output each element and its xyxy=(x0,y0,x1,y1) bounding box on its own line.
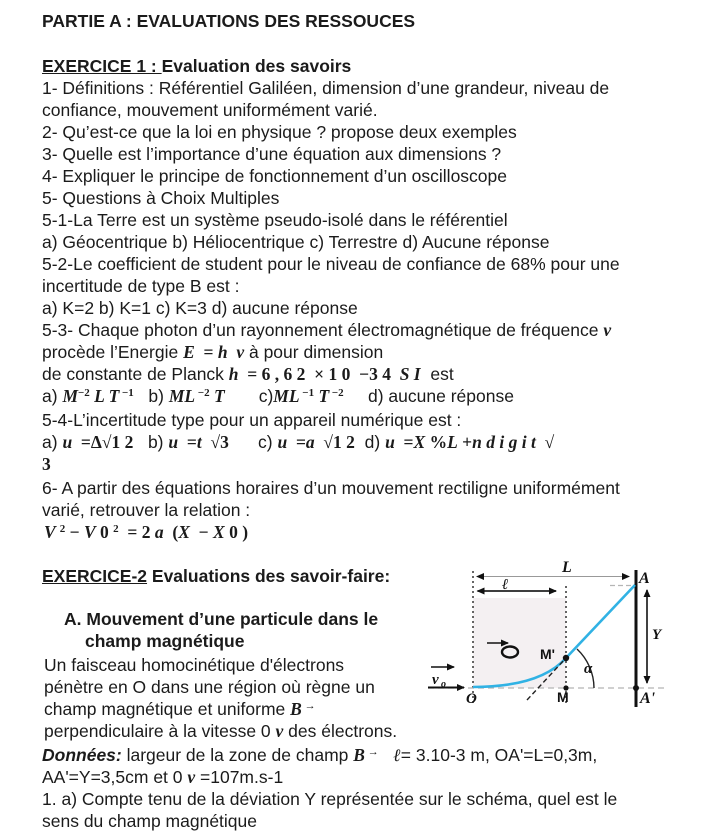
text-line xyxy=(42,165,720,187)
text-segment: − xyxy=(65,522,84,542)
text-segment: S I xyxy=(399,364,421,384)
text-line xyxy=(42,385,720,407)
text-segment: u xyxy=(62,432,73,452)
text-segment: des électrons. xyxy=(283,721,398,741)
O-label: O xyxy=(466,691,477,707)
text-segment: √3 xyxy=(201,432,229,452)
text-segment: X xyxy=(213,522,225,542)
Y-label: Y xyxy=(652,627,662,643)
text-segment: M xyxy=(62,386,78,406)
text-segment: u xyxy=(168,432,179,452)
physics-diagram xyxy=(424,552,720,716)
text-segment: a xyxy=(305,432,315,452)
text-segment: perpendiculaire à la vitesse 0 xyxy=(44,721,276,741)
text-segment: = xyxy=(194,342,218,362)
text-segment: X xyxy=(178,522,190,542)
text-segment: → xyxy=(364,746,379,758)
text-segment: = xyxy=(394,432,414,452)
text-segment: 1- Définitions : Référentiel Galiléen, dimension d’une grandeur, niveau de xyxy=(42,78,610,98)
text-line xyxy=(42,297,720,319)
A-label: A xyxy=(639,570,650,587)
text-segment: = 6 , 6 2 × 1 0 −3 4 xyxy=(238,364,400,384)
text-segment: L xyxy=(447,432,458,452)
text-segment: varié, retrouver la relation : xyxy=(42,500,251,520)
text-segment: à pour dimension xyxy=(244,342,384,362)
text-line xyxy=(42,453,720,475)
text-segment: T xyxy=(209,386,225,406)
text-segment: c) xyxy=(224,386,274,406)
text-segment: n d i g i t xyxy=(472,432,536,452)
text-line xyxy=(42,499,720,521)
A-prime-point xyxy=(633,685,639,691)
text-segment: ( xyxy=(163,522,179,542)
text-segment: 1. a) Compte tenu de la déviation Y représentée sur le schéma, quel est le xyxy=(42,789,618,809)
text-segment: procède l’Energie xyxy=(42,342,184,362)
text-segment: Données: xyxy=(42,745,122,765)
text-segment: −2 xyxy=(329,387,344,399)
text-segment: ML xyxy=(273,386,300,406)
text-segment: =Δ√1 2 xyxy=(72,432,134,452)
text-segment: 5-2-Le coefficient de student pour le niveau de confiance de 68% pour une xyxy=(42,254,620,274)
text-segment: −2 xyxy=(195,387,210,399)
text-segment: Evaluations des savoir-faire: xyxy=(147,566,391,586)
text-segment: a) xyxy=(42,386,63,406)
text-segment: a) xyxy=(42,432,63,452)
text-segment: 4- Expliquer le principe de fonctionnement d’un oscilloscope xyxy=(42,166,507,186)
text-segment: EXERCICE 1 : xyxy=(42,56,162,76)
text-segment: d) aucune réponse xyxy=(343,386,514,406)
text-line xyxy=(42,720,720,742)
text-line xyxy=(42,209,720,231)
text-segment: B xyxy=(290,699,302,719)
text-segment: 5-3- Chaque photon d’un rayonnement électromagnétique de fréquence xyxy=(42,320,604,340)
text-segment: 0 xyxy=(95,522,114,542)
text-line xyxy=(42,477,720,499)
text-line xyxy=(42,521,720,543)
text-line xyxy=(42,253,720,275)
text-segment: EXERCICE-2 xyxy=(42,566,148,586)
A-prime-label: A' xyxy=(640,690,656,707)
ell-label: ℓ xyxy=(502,577,509,593)
text-segment xyxy=(379,745,394,765)
text-segment: + xyxy=(457,432,473,452)
text-segment: AA'=Y=3,5cm et 0 xyxy=(42,767,188,787)
text-segment: 2 xyxy=(113,523,119,535)
text-line xyxy=(42,810,720,832)
L-label: L xyxy=(562,559,572,576)
v0-label: v xyxy=(432,672,439,688)
M-prime-label: M' xyxy=(540,646,555,662)
text-segment: incertitude de type B est : xyxy=(42,276,240,296)
text-line xyxy=(42,77,720,99)
text-segment: h xyxy=(228,364,239,384)
text-line xyxy=(42,231,720,253)
text-line xyxy=(42,99,720,121)
text-segment: √1 2 xyxy=(314,432,355,452)
text-segment: ν xyxy=(603,320,612,340)
text-segment: est xyxy=(420,364,454,384)
text-segment: de constante de Planck xyxy=(42,364,229,384)
text-segment: 2 xyxy=(59,523,66,535)
M-prime-point xyxy=(563,655,569,661)
text-segment: = 2 xyxy=(118,522,155,542)
text-segment: Evaluation des savoirs xyxy=(161,56,352,76)
text-segment: b) xyxy=(133,432,169,452)
text-line xyxy=(42,363,720,385)
text-segment: ML xyxy=(168,386,196,406)
text-segment: 0 ) xyxy=(224,522,249,542)
text-segment: 3- Quelle est l’importance d’une équation aux dimensions ? xyxy=(42,144,502,164)
text-segment: L T xyxy=(89,386,120,406)
text-segment: 5-1-La Terre est un système pseudo-isolé dans le référentiel xyxy=(42,210,508,230)
text-segment: a xyxy=(154,522,164,542)
text-line xyxy=(42,187,720,209)
text-line xyxy=(42,143,720,165)
text-line xyxy=(42,788,720,810)
text-line xyxy=(42,409,720,431)
text-segment: A. Mouvement d’une particule dans le xyxy=(64,609,379,629)
text-segment: = xyxy=(178,432,197,452)
text-segment: −1 xyxy=(119,387,134,399)
text-segment: 2- Qu’est-ce que la loi en physique ? propose deux exemples xyxy=(42,122,517,142)
text-segment: u xyxy=(277,432,288,452)
text-segment: v xyxy=(187,767,196,787)
text-segment: largeur de la zone de champ xyxy=(121,745,354,765)
text-segment: ℓ xyxy=(393,745,401,765)
text-line xyxy=(42,766,720,788)
field-zone xyxy=(473,598,566,688)
text-segment: √ xyxy=(535,432,555,452)
M-label: M xyxy=(557,689,569,705)
text-line xyxy=(42,275,720,297)
text-segment: V xyxy=(44,522,60,542)
text-segment: champ magnétique et uniforme xyxy=(44,699,291,719)
text-line xyxy=(42,10,720,32)
text-line xyxy=(42,341,720,363)
text-segment: v xyxy=(275,721,284,741)
text-segment: confiance, mouvement uniformément varié. xyxy=(42,100,378,120)
text-segment: c) xyxy=(228,432,278,452)
text-line xyxy=(42,55,720,77)
text-line xyxy=(42,744,720,766)
text-segment: d) xyxy=(354,432,386,452)
text-segment: t xyxy=(196,432,202,452)
text-segment: → xyxy=(301,700,316,712)
text-segment: pénètre en O dans une région où règne un xyxy=(44,677,375,697)
text-segment: V xyxy=(83,522,96,542)
text-segment: PARTIE A : EVALUATIONS DES RESSOUCES xyxy=(42,11,416,31)
text-segment: B xyxy=(353,745,365,765)
text-segment: =107m.s-1 xyxy=(195,767,284,787)
text-segment: a) Géocentrique b) Héliocentrique c) Terrestre d) Aucune réponse xyxy=(42,232,550,252)
text-segment: E xyxy=(183,342,195,362)
text-segment: u xyxy=(385,432,395,452)
text-segment: 5-4-L’incertitude type pour un appareil numérique est : xyxy=(42,410,462,430)
text-line xyxy=(42,431,720,453)
text-segment: = xyxy=(287,432,306,452)
text-segment: 5- Questions à Choix Multiples xyxy=(42,188,280,208)
text-segment: 3 xyxy=(42,454,51,474)
text-segment: X xyxy=(413,432,426,452)
text-segment: % xyxy=(425,432,448,452)
text-segment: 6- A partir des équations horaires d’un mouvement rectiligne uniformément xyxy=(42,478,620,498)
text-segment: sens du champ magnétique xyxy=(42,811,257,831)
text-segment: = 3.10-3 m, OA'=L=0,3m, xyxy=(400,745,598,765)
text-segment: − xyxy=(189,522,214,542)
text-segment: −1 xyxy=(299,387,315,399)
text-line xyxy=(42,319,720,341)
alpha-label: α xyxy=(584,661,593,677)
text-segment: T xyxy=(314,386,330,406)
text-segment: −2 xyxy=(78,387,90,399)
text-segment: Un faisceau homocinétique d'électrons xyxy=(44,655,345,675)
v0-subscript: o xyxy=(441,679,446,690)
text-segment: h ν xyxy=(217,342,245,362)
text-segment: a) K=2 b) K=1 c) K=3 d) aucune réponse xyxy=(42,298,358,318)
text-segment: b) xyxy=(133,386,169,406)
text-segment: champ magnétique xyxy=(85,631,245,651)
text-line xyxy=(42,121,720,143)
